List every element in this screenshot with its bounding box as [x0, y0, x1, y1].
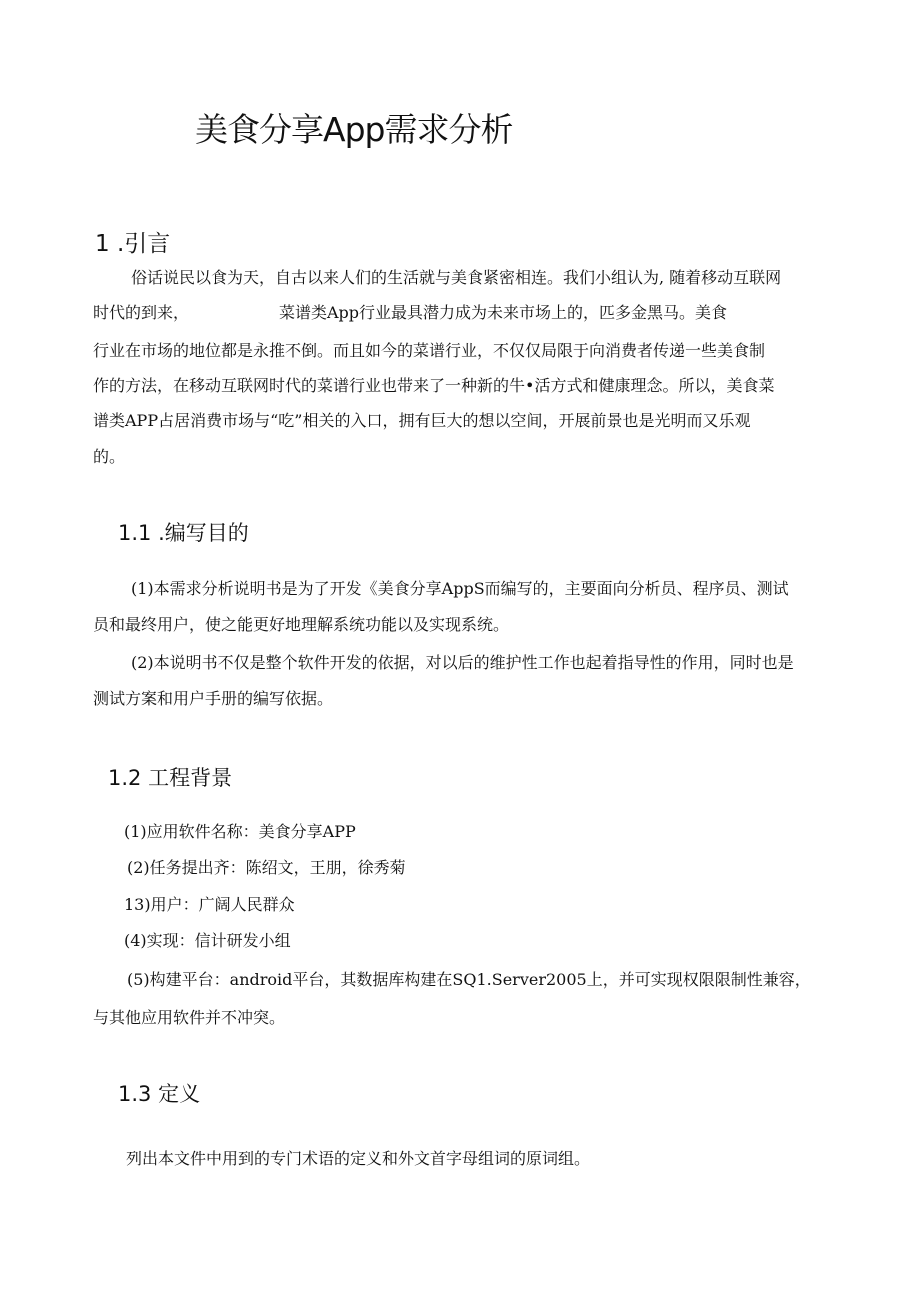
- purpose-line: (2)本说明书不仅是整个软件开发的依据，对以后的维护性工作也起着指导性的作用，同时也是: [131, 653, 794, 672]
- background-line: (4)实现：信计研发小组: [124, 931, 291, 950]
- intro-line: 俗话说民以食为天，自古以来人们的生活就与美食紧密相连。我们小组认为, 随着移动互联网: [131, 268, 782, 287]
- intro-line: 谱类APP占居消费市场与“吃”相关的入口，拥有巨大的想以空间，开展前景也是光明而又乐观: [93, 411, 751, 430]
- purpose-line: (1)本需求分析说明书是为了开发《美食分享AppS而编写的，主要面向分析员、程序员、测试: [131, 579, 789, 598]
- background-line: (1)应用软件名称：美食分享APP: [124, 822, 356, 841]
- intro-line: 的。: [93, 447, 126, 466]
- background-line: (5)构建平台：android平台，其数据库构建在SQ1.Server2005上，并可实现权限限制性兼容，: [127, 970, 811, 989]
- background-line: (2)任务提出齐：陈绍文，王朋，徐秀菊: [127, 858, 406, 877]
- intro-line: 行业在市场的地位都是永推不倒。而且如今的菜谱行业，不仅仅局限于向消费者传递一些美食制: [93, 341, 766, 360]
- section-heading-intro: 1 .引言: [95, 231, 171, 257]
- purpose-line: 测试方案和用户手册的编写依据。: [93, 689, 334, 708]
- background-line: 与其他应用软件并不冲突。: [93, 1008, 286, 1027]
- purpose-line: 员和最终用户，使之能更好地理解系统功能以及实现系统。: [93, 615, 510, 634]
- section-heading-definitions: 1.3 定义: [118, 1082, 201, 1106]
- intro-line: 时代的到来，: [93, 303, 190, 322]
- section-heading-purpose: 1.1 .编写目的: [118, 521, 249, 545]
- intro-line: 作的方法，在移动互联网时代的菜谱行业也带来了一种新的牛•活方式和健康理念。所以，美食菜: [93, 376, 775, 395]
- intro-line: 菜谱类App行业最具潜力成为未来市场上的，匹多金黑马。美食: [279, 303, 728, 322]
- section-heading-background: 1.2 工程背景: [108, 766, 233, 790]
- background-line: 13)用户：广阔人民群众: [124, 895, 295, 914]
- document-title: 美食分享App需求分析: [195, 110, 513, 149]
- definitions-line: 列出本文件中用到的专门术语的定义和外文首字母组词的原词组。: [126, 1149, 591, 1168]
